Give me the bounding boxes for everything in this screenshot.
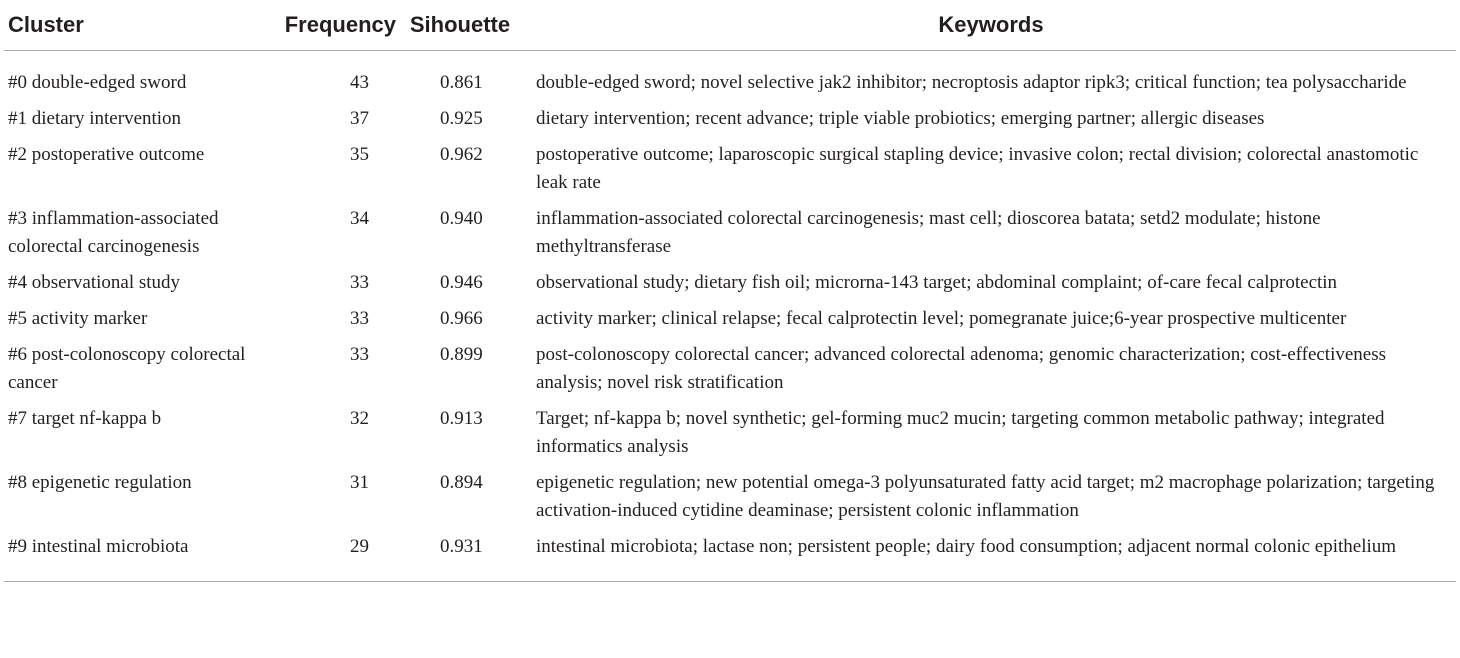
table-row [4, 397, 1456, 461]
cell-silhouette: 0.931 [402, 525, 526, 582]
cell-cluster: #4 observational study [8, 272, 181, 293]
cell-cluster: #0 double-edged sword [8, 72, 187, 93]
cell-frequency: 32 [350, 408, 369, 429]
cell-keywords: double-edged sword; novel selective jak2 inhibitor; necroptosis adaptor ripk3; critical function; tea polysaccharide [536, 72, 1407, 93]
cell-frequency: 43 [350, 72, 369, 93]
cell-keywords: activity marker; clinical relapse; fecal calprotectin level; pomegranate juice;6-year prospective multicenter [536, 308, 1347, 329]
cell-cluster: #7 target nf-kappa b [8, 408, 162, 429]
cell-keywords: post-colonoscopy colorectal cancer; advanced colorectal adenoma; genomic characterization; cost-effectiveness analysis; novel risk stratification [536, 344, 1387, 393]
cell-cluster: #9 intestinal microbiota [4, 525, 266, 582]
cell-frequency: 31 [350, 472, 369, 493]
cell-silhouette: 0.946 [440, 272, 483, 293]
header-keywords: Keywords [526, 0, 1456, 51]
table-header [4, 0, 1456, 51]
cell-silhouette: 0.899 [440, 344, 483, 365]
table-row [4, 97, 1456, 133]
table-row [4, 197, 1456, 261]
cell-silhouette: 0.925 [440, 108, 483, 129]
table-row [4, 133, 1456, 197]
cell-frequency: 33 [350, 344, 369, 365]
cell-frequency: 34 [350, 208, 369, 229]
cell-keywords: observational study; dietary fish oil; microrna-143 target; abdominal complaint; of-care fecal calprotectin [536, 272, 1338, 293]
cell-silhouette: 0.913 [440, 408, 483, 429]
cell-keywords: Target; nf-kappa b; novel synthetic; gel-forming muc2 mucin; targeting common metabolic pathway; integrated informatics analysis [536, 408, 1385, 457]
cell-cluster: #8 epigenetic regulation [8, 472, 192, 493]
cell-cluster: #6 post-colonoscopy colorectal cancer [8, 344, 246, 393]
cell-silhouette: 0.940 [440, 208, 483, 229]
cell-frequency: 33 [350, 308, 369, 329]
cell-keywords: postoperative outcome; laparoscopic surgical stapling device; invasive colon; rectal division; colorectal anastomotic leak rate [536, 144, 1419, 193]
cell-silhouette: 0.861 [440, 72, 483, 93]
table-row [4, 333, 1456, 397]
table-row [4, 297, 1456, 333]
table-row [4, 261, 1456, 297]
cell-keywords: intestinal microbiota; lactase non; persistent people; dairy food consumption; adjacent normal colonic epithelium [526, 525, 1456, 582]
header-row [4, 0, 1456, 51]
cell-cluster: #5 activity marker [8, 308, 148, 329]
cell-silhouette: 0.966 [440, 308, 483, 329]
cell-keywords: dietary intervention; recent advance; triple viable probiotics; emerging partner; allergic diseases [536, 108, 1265, 129]
cell-cluster: #2 postoperative outcome [8, 144, 205, 165]
cluster-table [4, 0, 1456, 582]
cell-silhouette: 0.894 [440, 472, 483, 493]
table-row [4, 525, 1456, 582]
header-silhouette: Sihouette [402, 0, 526, 51]
table-row [4, 461, 1456, 525]
cell-frequency: 33 [350, 272, 369, 293]
cell-cluster: #3 inflammation-associated colorectal carcinogenesis [8, 208, 219, 257]
cell-silhouette: 0.962 [440, 144, 483, 165]
table-row [4, 51, 1456, 98]
header-cluster: Cluster [4, 0, 266, 51]
cell-frequency: 29 [266, 525, 402, 582]
cell-frequency: 35 [350, 144, 369, 165]
cell-keywords: inflammation-associated colorectal carcinogenesis; mast cell; dioscorea batata; setd2 modulate; histone methyltransferase [536, 208, 1321, 257]
cell-cluster: #1 dietary intervention [8, 108, 182, 129]
cell-frequency: 37 [350, 108, 369, 129]
cell-keywords: epigenetic regulation; new potential omega-3 polyunsaturated fatty acid target; m2 macrophage polarization; targeting activation-induced cytidine deaminase; persistent colonic inflammation [536, 472, 1435, 521]
table-body [4, 51, 1456, 582]
header-frequency: Frequency [266, 0, 402, 51]
